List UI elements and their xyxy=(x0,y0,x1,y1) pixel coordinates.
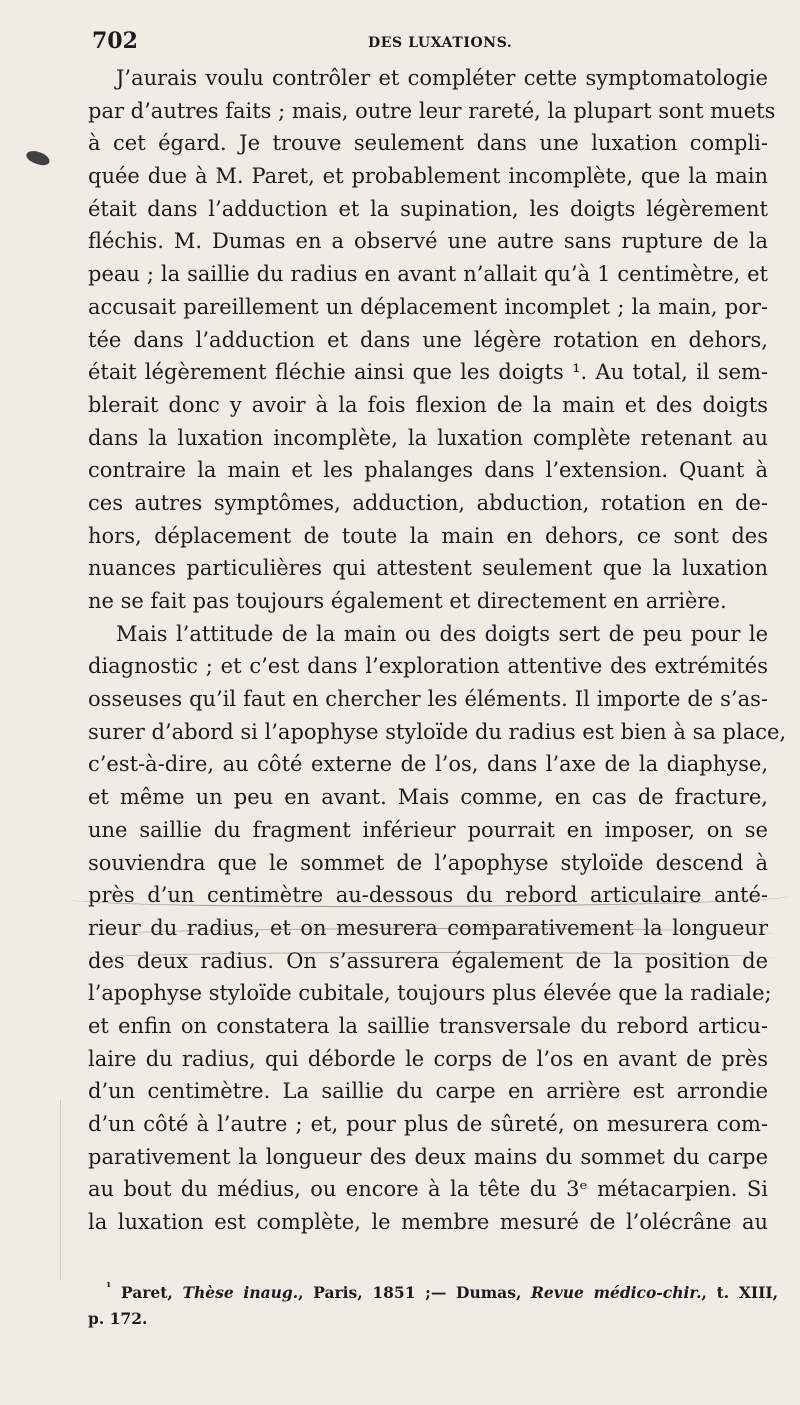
text-line: souviendra que le sommet de l’apophyse styloïde descend à xyxy=(88,850,768,875)
footnote-title: Revue médico-chir. xyxy=(531,1283,702,1302)
text-line: surer d’abord si l’apophyse styloïde du radius est bien à sa place, xyxy=(88,719,787,744)
text-line: c’est-à-dire, au côté externe de l’os, dans l’axe de la diaphyse, xyxy=(88,752,768,777)
margin-pencil-line xyxy=(60,1100,61,1280)
text-line: Mais l’attitude de la main ou des doigts sert de peu pour le xyxy=(116,621,768,646)
text-line: blerait donc y avoir à la fois flexion de la main et des doigts xyxy=(88,392,768,417)
text-line: ces autres symptômes, adduction, abduction, rotation en de- xyxy=(88,490,768,515)
text-line: d’un côté à l’autre ; et, pour plus de sûreté, on mesurera com- xyxy=(88,1112,768,1136)
text-line: nuances particulières qui attestent seulement que la luxation xyxy=(88,556,768,581)
text-line: accusait pareillement un déplacement incomplet ; la main, por- xyxy=(88,294,768,319)
text-line: quée due à M. Paret, et probablement incomplète, que la main xyxy=(88,164,768,189)
text-line: était légèrement fléchie ainsi que les doigts ¹. Au total, il sem- xyxy=(88,360,768,385)
pencil-underline-mark xyxy=(86,928,776,943)
text-line: laire du radius, qui déborde le corps de l’os en avant de près xyxy=(88,1046,768,1071)
text-line: par d’autres faits ; mais, outre leur rareté, la plupart sont muets xyxy=(88,98,776,123)
text-line: et enfin on constatera la saillie transversale du rebord articu- xyxy=(88,1013,768,1038)
text-line: à cet égard. Je trouve seulement dans une luxation compli- xyxy=(88,131,768,156)
text-line: tée dans l’adduction et dans une légère rotation en dehors, xyxy=(88,327,768,352)
text-line: près d’un centimètre au-dessous du rebord articulaire anté- xyxy=(88,883,768,908)
text-line: dans la luxation incomplète, la luxation complète retenant au xyxy=(88,425,768,450)
text-line: hors, déplacement de toute la main en dehors, ce sont des xyxy=(88,523,768,548)
footnote-text: , Paris, 1851 ;— Dumas, xyxy=(298,1283,532,1302)
footnote-title: Thèse inaug. xyxy=(182,1283,299,1302)
pencil-underline-mark xyxy=(86,952,776,965)
text-line: peau ; la saillie du radius en avant n’allait qu’à 1 centimètre, et xyxy=(88,262,768,287)
text-line: contraire la main et les phalanges dans l’extension. Quant à xyxy=(88,458,768,483)
footnote-text: Paret, xyxy=(120,1283,183,1302)
text-line: la luxation est complète, le membre mesuré de l’olécrâne au xyxy=(88,1210,768,1235)
text-line: parativement la longueur des deux mains du sommet du carpe xyxy=(88,1144,768,1169)
text-line: des deux radius. On s’assurera également de la position de xyxy=(88,948,768,973)
footnote-marker: ¹ xyxy=(106,1280,112,1294)
text-line: et même un peu en avant. Mais comme, en cas de fracture, xyxy=(88,785,768,810)
text-line: d’un centimètre. La saillie du carpe en arrière est arrondie xyxy=(88,1079,768,1104)
text-line: au bout du médius, ou encore à la tête du 3ᵉ métacarpien. Si xyxy=(88,1177,768,1202)
footnote xyxy=(88,1280,778,1332)
ink-blot-mark xyxy=(25,149,52,168)
text-line: l’apophyse styloïde cubitale, toujours plus élevée que la radiale; xyxy=(88,981,772,1006)
text-line: osseuses qu’il faut en chercher les éléments. Il importe de s’as- xyxy=(88,687,768,712)
footnote-line xyxy=(88,1280,778,1306)
text-line: était dans l’adduction et la supination, les doigts légèrement xyxy=(88,196,768,221)
text-line: une saillie du fragment inférieur pourrait en imposer, on se xyxy=(88,817,768,842)
footnote-text: , t. XIII, xyxy=(701,1283,778,1302)
text-line: rieur du radius, et on mesurera comparativement la longueur xyxy=(88,915,768,940)
text-line: ne se fait pas toujours également et directement en arrière. xyxy=(88,589,727,613)
body-text xyxy=(88,62,787,1239)
text-line: J’aurais voulu contrôler et compléter cette symptomatologie xyxy=(116,66,768,90)
footnote-line: p. 172. xyxy=(88,1309,148,1328)
running-head: DES LUXATIONS. xyxy=(368,35,513,51)
page-header xyxy=(90,28,780,62)
text-line: diagnostic ; et c’est dans l’exploration attentive des extrémités xyxy=(88,654,768,679)
page-number: 702 xyxy=(92,28,138,54)
text-line: fléchis. M. Dumas en a observé une autre sans rupture de la xyxy=(88,229,768,254)
